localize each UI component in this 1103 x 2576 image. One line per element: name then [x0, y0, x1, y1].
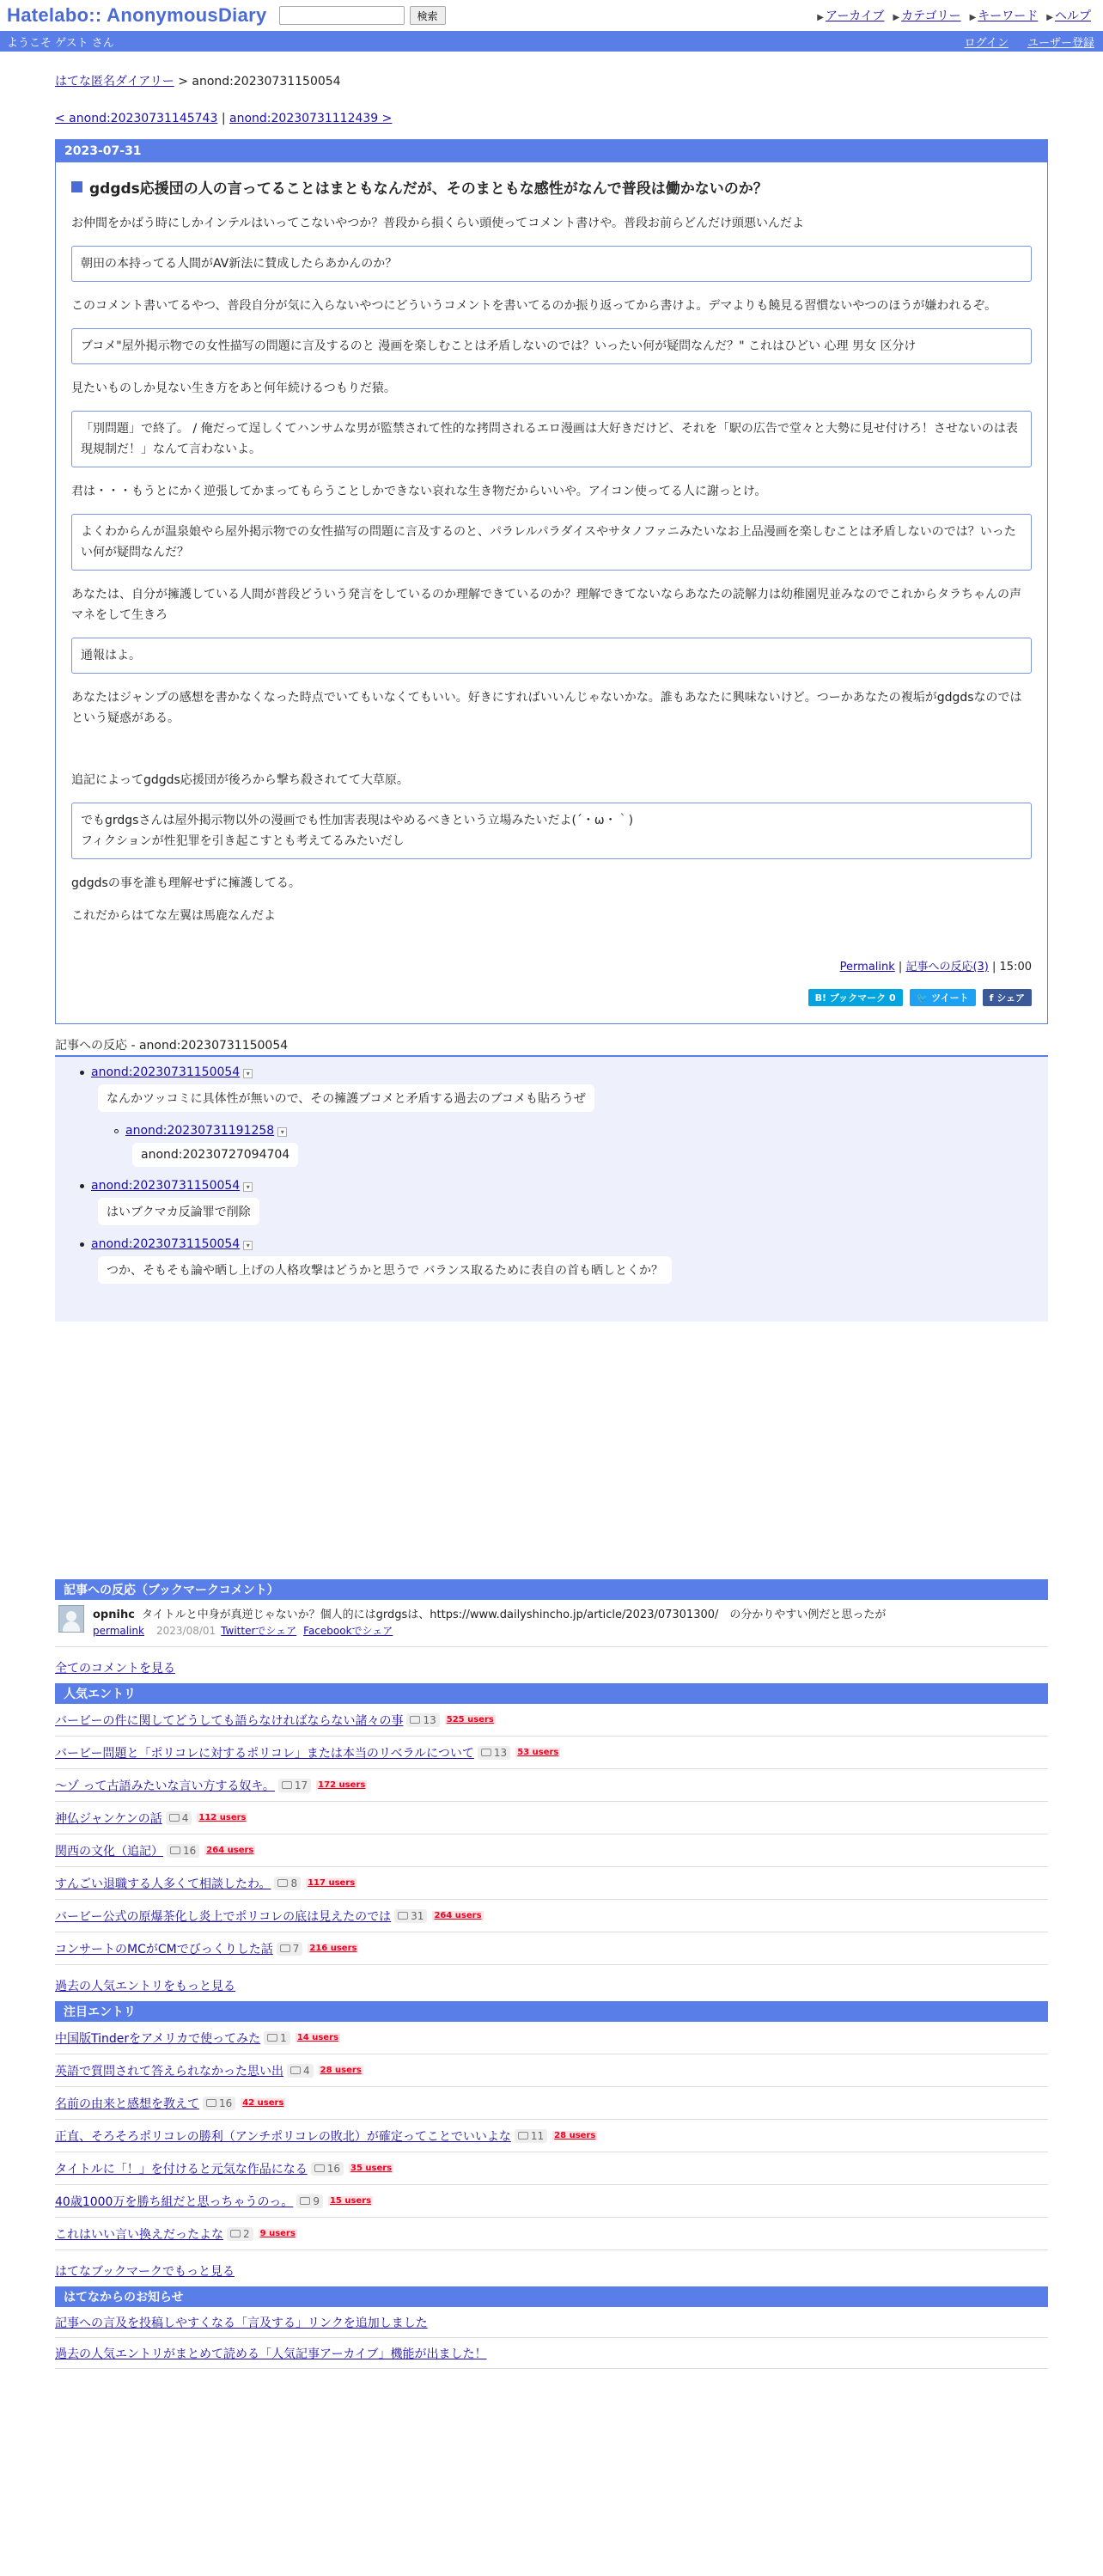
- entry-list-item: [55, 2185, 1048, 2218]
- entry-paragraph: あなたは、自分が擁護している人間が普段どういう発言をしているのか理解できているのか？理解できてないならあなたの読解力は幼稚園児並みなのでこれからタラちゃんの声マネをして生きろ: [71, 588, 1021, 622]
- entry-list-link[interactable]: すんごい退職する人多くて相談したわ。: [55, 1877, 271, 1891]
- comment-count-value: 16: [326, 2162, 340, 2175]
- attention-entries-title: [55, 2001, 1048, 2022]
- comment-bubble-icon: [206, 2099, 216, 2107]
- response-link[interactable]: anond:20230731150054: [91, 1237, 241, 1251]
- expand-toggle-icon[interactable]: ▾: [243, 1069, 253, 1078]
- entry-paragraph: あなたはジャンプの感想を書かなくなった時点でいてもいなくてもいい。好きにすればいいんじゃないかな。誰もあなたに興味ないけど。つーかあなたの複垢がgdgdsなのではという疑惑がある。: [71, 691, 1022, 725]
- permalink-link[interactable]: Permalink: [839, 961, 895, 974]
- attention-entries-list: [55, 2022, 1048, 2250]
- response-text: つか、そもそも論や晒し上げの人格攻撃はどうかと思うで バランス取るために表自の首も晒しとくか？: [98, 1256, 672, 1284]
- comment-count[interactable]: [277, 1942, 303, 1956]
- bookmark-comment-body: [93, 1605, 886, 1638]
- comment-count-value: 31: [411, 1909, 424, 1922]
- bookmark-users-badge[interactable]: 525 users: [446, 1715, 494, 1724]
- prev-entry-link[interactable]: < anond:20230731145743: [55, 112, 218, 125]
- entry-paragraph: このコメント書いてるやつ、普段自分が気に入らないやつにどういうコメントを書いてるのか振り返ってから書けよ。デマよりも饒見る習慣ないやつのほうが嫌われるぞ。: [71, 299, 997, 313]
- response-link[interactable]: anond:20230731150054: [91, 1179, 241, 1193]
- notices-list: [55, 2307, 1048, 2369]
- bookmark-comment-list: [55, 1600, 1048, 1647]
- next-entry-link[interactable]: anond:20230731112439 >: [229, 112, 393, 125]
- comment-count[interactable]: [166, 1811, 192, 1825]
- response-text: なんかツッコミに具体性が無いので、その擁護ブコメと矛盾する過去のブコメも貼ろうぜ: [98, 1084, 594, 1112]
- bookmark-comment-line: [93, 1605, 886, 1621]
- comment-count-value: 7: [292, 1942, 300, 1955]
- breadcrumb: [55, 72, 1048, 89]
- bookmark-permalink[interactable]: permalink: [93, 1625, 144, 1637]
- comment-count-value: 11: [530, 2129, 545, 2142]
- responses-list: [55, 1057, 1048, 1322]
- comment-count[interactable]: [203, 2097, 235, 2110]
- entry-time: 15:00: [999, 961, 1032, 974]
- entry-list-item: [55, 2218, 1048, 2250]
- entry-date: 2023-07-31: [56, 140, 1047, 162]
- bookmark-comment-text: タイトルと中身が真逆じゃないか？個人的にはgrdgsは、https://www.dailyshincho.jp/article/2023/07301300/ の分かりやすい例だと思ったが: [141, 1608, 887, 1621]
- comment-count-value: 13: [493, 1746, 508, 1759]
- comment-count[interactable]: [478, 1746, 510, 1760]
- bookmark-users-badge[interactable]: 53 users: [517, 1748, 559, 1757]
- comment-bubble-icon: [290, 2066, 301, 2074]
- bookmark-users-badge[interactable]: 216 users: [309, 1944, 357, 1953]
- entry-list-item: [55, 1737, 1048, 1769]
- entry-list-item: [55, 1900, 1048, 1932]
- top-nav-link[interactable]: ヘルプ: [1055, 9, 1091, 23]
- entry-title-text[interactable]: gdgds応援団の人の言ってることはまともなんだが、そのまともな感性がなんで普段は働かないのか？: [89, 180, 768, 198]
- entry-list-link[interactable]: 40歳1000万を勝ち組だと思っちゃうのっ。: [55, 2194, 294, 2209]
- twitter-bird-icon: 🐦: [916, 992, 932, 1004]
- top-nav-item: [817, 7, 884, 24]
- comment-count[interactable]: [227, 2227, 253, 2241]
- bullet-icon: [114, 1129, 119, 1133]
- response-header: [125, 1124, 1048, 1138]
- response-item: [91, 1237, 1048, 1296]
- entry-list-link[interactable]: 〜ゾ って古語みたいな言い方する奴キ。: [55, 1779, 275, 1793]
- comment-bubble-icon: [267, 2034, 277, 2042]
- comment-bubble-icon: [410, 1716, 420, 1724]
- chevron-right-icon: ▶: [893, 13, 900, 22]
- entry-quote: でもgrdgsさんは屋外掲示物以外の漫画でも性加害表現はやめるべきという立場みたいだよ(´・ω・｀) フィクションが性犯罪を引き起こすとも考えてるみたいだし: [71, 803, 1032, 859]
- bookmark-users-badge[interactable]: 28 users: [320, 2066, 362, 2075]
- welcome-bar: [0, 31, 1103, 52]
- comment-bubble-icon: [169, 1814, 180, 1822]
- entry-footer: Permalink | 記事への反応(3) | 15:00: [839, 961, 1032, 974]
- entry-list-link[interactable]: 正直、そろそろポリコレの勝利（アンチポリコレの敗北）が確定ってことでいいよな: [55, 2129, 511, 2144]
- response-text: anond:20230727094704: [132, 1143, 298, 1167]
- comment-bubble-icon: [300, 2197, 310, 2205]
- top-nav-link[interactable]: キーワード: [978, 9, 1039, 23]
- bookmark-users-badge[interactable]: 112 users: [198, 1813, 247, 1822]
- comment-bubble-icon: [282, 1781, 292, 1789]
- comment-bubble-icon: [277, 1879, 288, 1887]
- tweet-button[interactable]: [910, 989, 976, 1006]
- bookmark-facebook-share[interactable]: Facebookでシェア: [303, 1625, 393, 1637]
- comment-count-value: 8: [290, 1877, 298, 1889]
- facebook-share-button[interactable]: [983, 989, 1032, 1006]
- comment-count-value: 17: [294, 1779, 308, 1792]
- bookmark-twitter-share[interactable]: Twitterでシェア: [221, 1625, 297, 1637]
- bookmark-comments-title: 記事への反応（ブックマークコメント）: [55, 1579, 1048, 1600]
- entry-quote: よくわからんが温泉娘やら屋外掲示物での女性描写の問題に言及するのと、パラレルパラダイスやサタノファニみたいなお上品漫画を楽しむことは矛盾しないのでは？いったい何が疑問なんだ？: [71, 514, 1032, 571]
- comment-count-value: 1: [280, 2031, 287, 2044]
- bookmark-users-badge[interactable]: 42 users: [242, 2098, 284, 2108]
- facebook-share-label: シェア: [996, 992, 1025, 1004]
- entry-paragraph: 君は・・・もうとにかく逆張してかまってもらうことしかできない哀れな生き物だからいいや。アイコン使ってる人に謝っとけ。: [71, 485, 767, 498]
- comment-count-value: 9: [313, 2194, 320, 2207]
- entry-list-item: [55, 1769, 1048, 1802]
- search-input[interactable]: [279, 6, 405, 25]
- hot-entries-more-link[interactable]: 過去の人気エントリをもっと見る: [55, 1980, 235, 1993]
- top-nav-item: [970, 7, 1039, 24]
- bookmark-user[interactable]: opnihc: [93, 1608, 135, 1621]
- welcome-text: ようこそ ゲスト さん: [7, 36, 114, 50]
- entry-list-link[interactable]: タイトルに「！」を付けると元気な作品になる: [55, 2162, 308, 2176]
- register-link[interactable]: ユーザー登録: [1027, 37, 1094, 50]
- top-nav-item: [1046, 7, 1091, 24]
- notice-link[interactable]: 過去の人気エントリがまとめて読める「人気記事アーカイブ」機能が出ました！: [55, 2347, 487, 2361]
- login-link[interactable]: ログイン: [964, 37, 1009, 50]
- comment-count-value: 4: [181, 1811, 189, 1824]
- breadcrumb-root-link[interactable]: はてな匿名ダイアリー: [55, 75, 174, 89]
- comment-count-value: 13: [423, 1713, 436, 1726]
- attention-more-link[interactable]: はてなブックマークでもっと見る: [55, 2265, 235, 2279]
- entry-list-item: [55, 2087, 1048, 2120]
- response-item: [91, 1065, 1048, 1179]
- entry-list-link[interactable]: 英語で質問されて答えられなかった思い出: [55, 2064, 283, 2079]
- entry-list-item: [55, 2152, 1048, 2185]
- response-subitem: [125, 1124, 1048, 1179]
- bookmark-users-badge[interactable]: 14 users: [296, 2033, 338, 2042]
- entry-spacer: [71, 741, 1032, 770]
- comment-count[interactable]: [287, 2064, 314, 2078]
- entry-list-item: [55, 1834, 1048, 1867]
- entry-list-item: [55, 1932, 1048, 1965]
- comment-bubble-icon: [280, 1944, 290, 1952]
- bookmark-users-badge[interactable]: 28 users: [554, 2131, 596, 2140]
- entry-list-link[interactable]: コンサートのMCがCMでびっくりした話: [55, 1942, 273, 1956]
- comment-count-value: 16: [219, 2097, 233, 2109]
- reactions-link[interactable]: 記事への反応(3): [905, 961, 989, 974]
- comment-count-value: 16: [183, 1844, 197, 1857]
- expand-toggle-icon[interactable]: ▾: [277, 1127, 287, 1137]
- comment-bubble-icon: [398, 1912, 408, 1920]
- entry-list-item: [55, 1704, 1048, 1737]
- entry-list-link[interactable]: 中国版Tinderをアメリカで使ってみた: [55, 2031, 261, 2046]
- response-header: [91, 1179, 1048, 1193]
- bookmark-comment: [55, 1600, 1048, 1647]
- prev-next-separator: |: [221, 112, 226, 125]
- chevron-right-icon: ▶: [817, 13, 824, 22]
- comment-bubble-icon: [170, 1847, 180, 1854]
- notices-title: [55, 2286, 1048, 2307]
- share-buttons: [71, 989, 1032, 1006]
- hot-entries-title-text: 人気エントリ: [64, 1688, 136, 1701]
- bullet-icon: [80, 1242, 84, 1247]
- comment-bubble-icon: [230, 2230, 241, 2237]
- response-item: [91, 1179, 1048, 1237]
- prev-next-nav: [55, 112, 1048, 125]
- comment-count[interactable]: [406, 1713, 439, 1727]
- bookmark-users-badge[interactable]: 35 users: [350, 2164, 393, 2173]
- notices-title-text: はてなからのお知らせ: [64, 2291, 184, 2304]
- hot-entries-title: [55, 1683, 1048, 1704]
- entry-body: [56, 162, 1047, 1023]
- comment-count-value: 2: [243, 2227, 250, 2240]
- comment-count-value: 4: [303, 2064, 310, 2077]
- bookmark-meta: [93, 1623, 886, 1638]
- comment-bubble-icon: [518, 2132, 528, 2140]
- entry-list-link[interactable]: バービー公式の原爆茶化し炎上でポリコレの底は見えたのでは: [55, 1909, 392, 1924]
- bullet-icon: [80, 1184, 84, 1188]
- facebook-icon: f: [989, 992, 997, 1004]
- entry-list-item: [55, 1867, 1048, 1900]
- main-content: [55, 72, 1048, 2369]
- comment-count[interactable]: [167, 1844, 199, 1858]
- response-header: [91, 1065, 1048, 1079]
- comment-count[interactable]: [394, 1909, 427, 1923]
- entry-paragraph: 追記によってgdgds応援団が後ろから撃ち殺されてて大草原。: [71, 773, 409, 787]
- entry-list-item: [55, 2022, 1048, 2054]
- title-square-icon: [71, 181, 82, 192]
- expand-toggle-icon[interactable]: ▾: [243, 1241, 253, 1250]
- notice-link[interactable]: 記事への言及を投稿しやすくなる「言及する」リンクを追加しました: [55, 2316, 428, 2330]
- entry-title: [71, 176, 1032, 198]
- site-logo[interactable]: Hatelabo:: AnonymousDiary: [7, 4, 267, 26]
- expand-toggle-icon[interactable]: ▾: [243, 1182, 253, 1192]
- hot-entries-list: [55, 1704, 1048, 1965]
- entry-box: [55, 139, 1048, 1024]
- comment-count[interactable]: [311, 2162, 344, 2176]
- chevron-right-icon: ▶: [969, 13, 977, 22]
- entry-list-link[interactable]: バービー問題と「ポリコレに対するポリコレ」または本当のリベラルについて: [55, 1746, 474, 1761]
- hatena-bookmark-button[interactable]: B! ブックマーク 0: [808, 989, 903, 1006]
- entry-list-link[interactable]: 名前の由来と感想を教えて: [55, 2097, 199, 2111]
- top-bar: [0, 0, 1103, 31]
- entry-list-item: [55, 1802, 1048, 1834]
- entry-text: [71, 213, 1032, 926]
- bookmark-users-badge[interactable]: 264 users: [206, 1846, 254, 1855]
- entry-paragraph: お仲間をかばう時にしかインテルはいってこないやつか？普段から損くらい頭使ってコメント書けや。普段お前らどんだけ頭悪いんだよ: [71, 217, 805, 230]
- comment-count[interactable]: [264, 2031, 290, 2045]
- response-header: [91, 1237, 1048, 1251]
- entry-list-link[interactable]: バービーの件に関してどうしても語らなければならない諸々の事: [55, 1713, 404, 1728]
- entry-quote: 朝田の本持ってる人間がAV新法に賛成したらあかんのか？: [71, 246, 1032, 282]
- bookmark-users-badge[interactable]: 117 users: [308, 1878, 356, 1888]
- comment-count[interactable]: [274, 1877, 301, 1890]
- tweet-button-label: ツイート: [931, 992, 969, 1004]
- entry-quote: ブコメ"屋外掲示物での女性描写の問題に言及するのと 漫画を楽しむことは矛盾しないのでは？いったい何が疑問なんだ？" これはひどい 心理 男女 区分け: [71, 328, 1032, 364]
- breadcrumb-separator: >: [178, 75, 188, 89]
- comment-count[interactable]: [296, 2194, 323, 2208]
- response-link[interactable]: anond:20230731191258: [125, 1124, 275, 1138]
- entry-list-item: [55, 2054, 1048, 2087]
- bullet-icon: [80, 1071, 84, 1075]
- comment-count[interactable]: [515, 2129, 547, 2143]
- entry-paragraph: これだからはてな左翼は馬鹿なんだよ: [71, 909, 276, 923]
- entry-list-link[interactable]: 関西の文化（追記）: [55, 1844, 163, 1859]
- breadcrumb-current: anond:20230731150054: [192, 75, 341, 89]
- comment-bubble-icon: [314, 2164, 325, 2172]
- attention-entries-title-text: 注目エントリ: [64, 2005, 136, 2019]
- top-nav-link[interactable]: カテゴリー: [901, 9, 961, 23]
- avatar[interactable]: [58, 1605, 84, 1633]
- top-nav: [817, 7, 1091, 24]
- top-nav-item: [893, 7, 960, 24]
- response-text: はいブクマカ反論罪で削除: [98, 1198, 259, 1225]
- entry-paragraph: gdgdsの事を誰も理解せずに擁護してる。: [71, 876, 301, 890]
- search-button[interactable]: 検索: [410, 6, 446, 25]
- notice-item: [55, 2307, 1048, 2338]
- entry-list-link[interactable]: 神仏ジャンケンの話: [55, 1811, 162, 1826]
- responses-title: 記事への反応 - anond:20230731150054: [55, 1036, 1048, 1057]
- bookmark-users-badge[interactable]: 15 users: [329, 2196, 372, 2206]
- bookmark-date: 2023/08/01: [156, 1625, 216, 1637]
- entry-list-link[interactable]: これはいい言い換えだったよな: [55, 2227, 223, 2242]
- bookmark-users-badge[interactable]: 172 users: [318, 1780, 366, 1790]
- notice-item: [55, 2338, 1048, 2369]
- entry-list-item: [55, 2120, 1048, 2152]
- top-nav-link[interactable]: アーカイブ: [825, 9, 885, 23]
- all-comments-link[interactable]: 全てのコメントを見る: [55, 1662, 175, 1676]
- chevron-right-icon: ▶: [1046, 13, 1053, 22]
- response-link[interactable]: anond:20230731150054: [91, 1065, 241, 1079]
- entry-quote: 「別問題」で終了。 / 俺だって逞しくてハンサムな男が監禁されて性的な拷問されるエロ漫画は大好きだけど、それを「駅の広告で堂々と大勢に見せ付けろ！させないのは表現規制だ！」なんて言わないよ。: [71, 411, 1032, 467]
- comment-count[interactable]: [278, 1779, 311, 1792]
- comment-bubble-icon: [481, 1749, 491, 1756]
- bookmark-users-badge[interactable]: 9 users: [259, 2229, 296, 2238]
- entry-quote: 通報はよ。: [71, 638, 1032, 674]
- bookmark-users-badge[interactable]: 264 users: [434, 1911, 482, 1920]
- entry-paragraph: 見たいものしか見ない生き方をあと何年続けるつもりだ猿。: [71, 382, 396, 395]
